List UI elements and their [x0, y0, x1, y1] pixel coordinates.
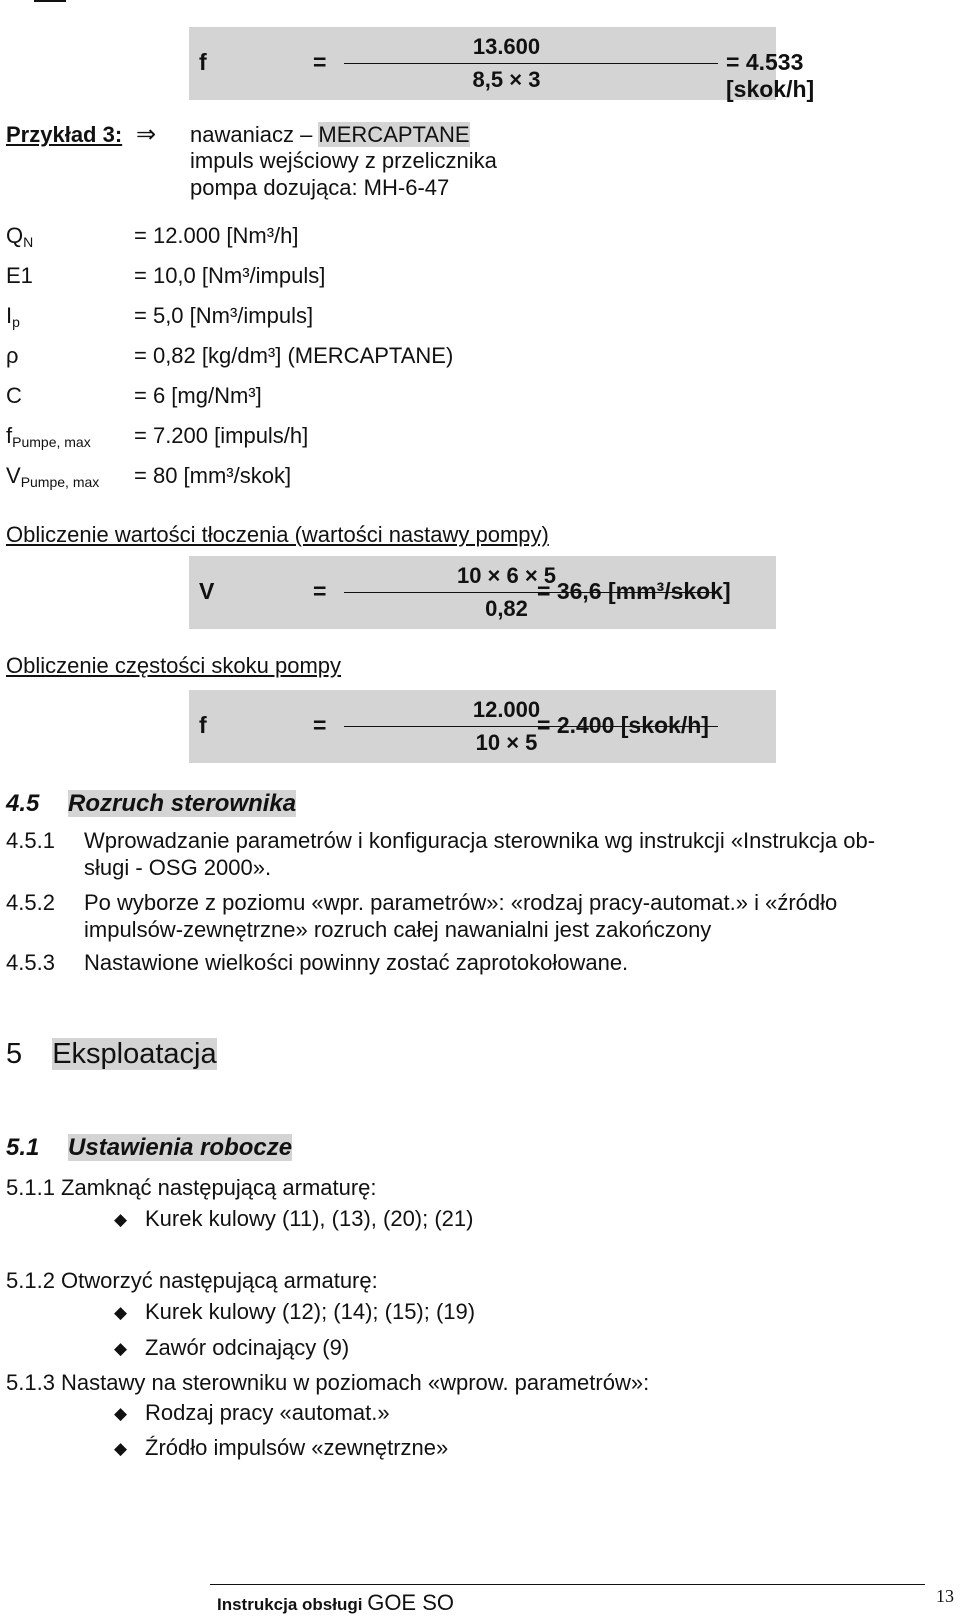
item-4-5-2-line-1: Po wyborze z poziomu «wpr. parametrów»: «rodzaj pracy-automat.» i «źródło [84, 890, 838, 915]
section-number: 5.1 [6, 1134, 40, 1161]
chapter-number: 5 [6, 1038, 23, 1070]
item-4-5-2-line-2: impulsów-zewnętrzne» rozruch całej nawanialni jest zakończony [84, 917, 712, 942]
formula-denominator: 10 × 5 [475, 730, 538, 755]
formula-denominator: 0,82 [485, 596, 528, 621]
diamond-bullet-icon: ◆ [114, 1339, 128, 1358]
item-5-1-1-heading: 5.1.1 Zamknąć następującą armaturę: [6, 1175, 377, 1200]
list-item: Źródło impulsów «zewnętrzne» [145, 1435, 449, 1460]
formula-result: = 2.400 [skok/h] [537, 712, 709, 738]
variable-value: = 6 [mg/Nm³] [134, 383, 262, 408]
list-item: Rodzaj pracy «automat.» [145, 1400, 390, 1425]
diamond-bullet-icon: ◆ [114, 1210, 128, 1229]
variable-symbol: C [6, 383, 22, 408]
item-5-1-3-heading: 5.1.3 Nastawy na sterowniku w poziomach «wprow. parametrów»: [6, 1370, 650, 1395]
diamond-bullet-icon: ◆ [114, 1303, 128, 1322]
variable-value: = 10,0 [Nm³/impuls] [134, 263, 326, 288]
fraction-bar [344, 63, 718, 64]
section-heading-5-1 [6, 1134, 292, 1162]
formula-result: = 4.533 [skok/h] [726, 49, 815, 102]
list-item: Kurek kulowy (11), (13), (20); (21) [145, 1206, 474, 1231]
formula-lhs: V [199, 578, 215, 604]
footer-prefix: Instrukcja obsługi [217, 1595, 368, 1614]
variable-symbol: $V_{Pumpe, max}$ [6, 463, 100, 490]
footer-title [217, 1590, 454, 1616]
item-5-1-2-heading: 5.1.2 Otworzyć następującą armaturę: [6, 1268, 378, 1293]
formula-volume [189, 556, 776, 629]
example-line-1 [190, 122, 470, 148]
calc-heading-displacement: Obliczenie wartości tłoczenia (wartości nastawy pompy) [6, 522, 549, 547]
footer-rule [210, 1584, 925, 1585]
item-4-5-2-number: 4.5.2 [6, 890, 55, 915]
variable-value: = 12.000 [Nm³/h] [134, 223, 299, 248]
item-4-5-1-line-1: Wprowadzanie parametrów i konfiguracja sterownika wg instrukcji «Instrukcja ob- [84, 828, 876, 853]
variable-symbol: $Q_N$ [6, 223, 34, 250]
formula-numerator: 13.600 [472, 34, 541, 59]
top-rule [34, 0, 66, 2]
example-line-2: impuls wejściowy z przelicznika [190, 148, 497, 173]
arrow-icon: ⇒ [136, 121, 157, 148]
variable-symbol: $I_p$ [6, 303, 20, 330]
formula-equals: = [313, 578, 327, 604]
item-4-5-3-line-1: Nastawione wielkości powinny zostać zaprotokołowane. [84, 950, 629, 975]
list-item: Zawór odcinający (9) [145, 1335, 350, 1360]
item-4-5-3-number: 4.5.3 [6, 950, 55, 975]
formula-frequency-1 [189, 27, 815, 102]
item-4-5-1-number: 4.5.1 [6, 828, 55, 853]
formula-frequency-2 [189, 690, 776, 763]
formula-numerator: 10 × 6 × 5 [456, 563, 557, 588]
section-number: 4.5 [6, 790, 40, 817]
example-line-3: pompa dozująca: MH-6-47 [190, 175, 450, 200]
item-4-5-1-line-2: sługi - OSG 2000». [84, 855, 272, 880]
diamond-bullet-icon: ◆ [114, 1404, 128, 1423]
variable-value: = 7.200 [impuls/h] [134, 423, 309, 448]
calc-heading-frequency: Obliczenie częstości skoku pompy [6, 653, 342, 678]
footer-product: GOE SO [367, 1590, 454, 1615]
formula-lhs: f [199, 49, 207, 75]
section-heading-4-5 [6, 790, 296, 818]
formula-equals: = [313, 712, 327, 738]
variable-symbol: ρ [6, 343, 19, 368]
variable-value: = 0,82 [kg/dm³] (MERCAPTANE) [134, 343, 454, 368]
diamond-bullet-icon: ◆ [114, 1439, 128, 1458]
section-title: Ustawienia robocze [68, 1134, 293, 1161]
variable-symbol: $f_{Pumpe, max}$ [6, 423, 91, 450]
section-title: Rozruch sterownika [68, 790, 297, 817]
formula-denominator: 8,5 × 3 [472, 67, 541, 92]
formula-result: = 36,6 [mm³/skok] [537, 578, 731, 604]
variable-symbol: E1 [6, 263, 33, 288]
formula-equals: = [313, 49, 327, 75]
example-label: Przykład 3: [6, 122, 123, 147]
page-number: 13 [936, 1586, 954, 1606]
chapter-heading-5 [6, 1038, 217, 1071]
formula-lhs: f [199, 712, 207, 738]
formula-numerator: 12.000 [472, 697, 541, 722]
example-line-1-text: nawaniacz – [190, 122, 319, 147]
variable-value: = 80 [mm³/skok] [134, 463, 292, 488]
variable-value: = 5,0 [Nm³/impuls] [134, 303, 314, 328]
example-highlight: MERCAPTANE [318, 122, 470, 147]
chapter-title: Eksploatacja [52, 1038, 217, 1070]
list-item: Kurek kulowy (12); (14); (15); (19) [145, 1299, 476, 1324]
